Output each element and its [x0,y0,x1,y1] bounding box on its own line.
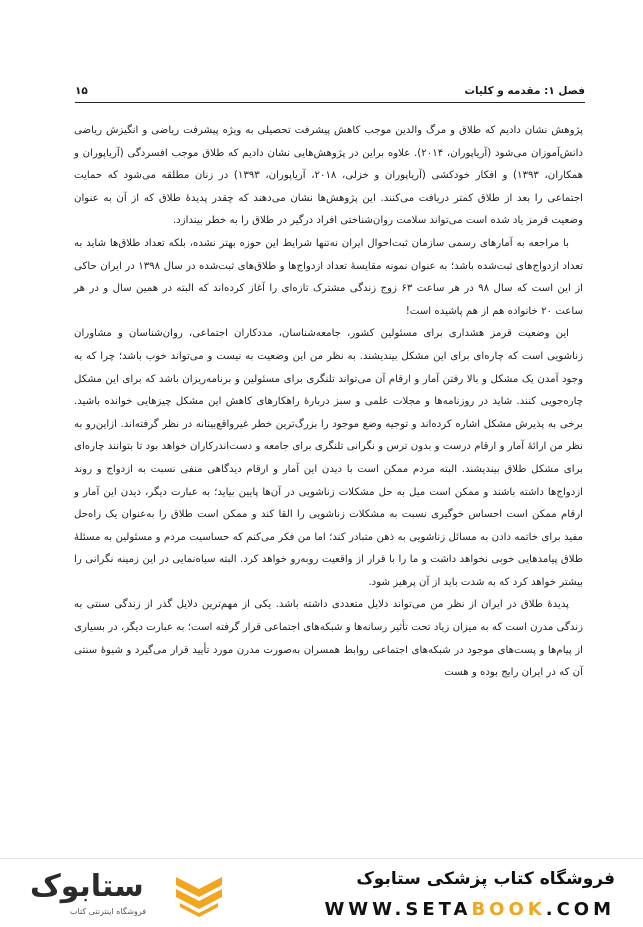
body-text [74,120,583,685]
logo-wordmark: ستابوک [30,869,144,904]
paragraph-1: پژوهش نشان دادیم که طلاق و مرگ والدین موجب کاهش پیشرفت تحصیلی به ویژه پیشرفت ریاضی و انگیزش ریاضی دانش‌آموزان می‌شود (آریاپوران، ۲۰۱۴). علاوه براین در پژوهش‌هایی نشان دادیم که طلاق موجب افسردگی (آریاپوران و همکاران، ۱۳۹۳) و افکار خودکشی (آریاپوران و خزلی، ۲۰۱۸، آریاپوران، ۱۳۹۳) در زنان مطلقه می‌شود که حمایت اجتماعی را بعد از طلاق کمتر دریافت می‌کنند. این پژوهش‌ها نشان می‌دهند که چقدر پدیدهٔ طلاق که از آن به عنوان وضعیت قرمز یاد شده است می‌تواند سلامت روان‌شناختی افراد درگیر در طلاق را به خطر بیندازد. [74,125,584,227]
logo-tagline: فروشگاه اینترنتی کتاب [70,907,147,916]
page-number: ۱۵ [75,85,88,97]
store-url[interactable] [324,899,615,920]
url-accent: BOOK [471,899,546,920]
book-stack-icon [176,873,222,917]
paragraph-3: این وضعیت قرمز هشداری برای مسئولین کشور، جامعه‌شناسان، مددکاران اجتماعی، روان‌شناسان و مشاوران زناشویی است که چاره‌ای برای این مشکل بیندیشند. به نظر من این وضعیت به نیست و می‌تواند خوب باشد؛ چرا که به وجود آمدن یک مشکل و بالا رفتن آمار و ارقام آن می‌تواند تلنگری برای مسئولین و برنامه‌ریزان باشد که برای این مشکل چاره‌جویی کنند. شاید در روزنامه‌ها و مجلات علمی و سبز دربارهٔ راهکارهای کاهش این مشکل چیزهایی خوانده باشید. برخی به پذیرش مشکل اشاره کرده‌اند و توجیه وضع موجود را بزرگ‌ترین خطر غیرواقع‌بینانه در نظر گرفته‌اند. ازاین‌رو به نظر من ارائهٔ آمار و ارقام درست و بدون ترس و نگرانی تلنگری برای جامعه و دست‌اندرکاران خواهد بود تا بتوانند چاره‌ای برای مشکل طلاق بیندیشند. البته مردم ممکن است با دیدن این آمار و ارقام دیدگاهی منفی نسبت به ازدواج و روند ازدواج‌ها داشته باشند و ممکن است میل به حل مشکلات زناشویی در آن‌ها پایین بیاید؛ به عبارت دیگر، دیدن این آمار و ارقام ممکن است احساس خوگیری نسبت به مشکلات زناشویی را القا کند و ممکن است طلاق را به‌عنوان یک راه‌حل مفید برای خاتمه دادن به مسائل زناشویی به ذهن متبادر کند؛ اما من فکر می‌کنم که حساسیت مردم و مسئولین به مسئلهٔ طلاق پیامدهایی خوبی نخواهد داشت و ما را با قرار از واقعیت روبه‌رو خواهد کرد. البته سیاه‌نمایی در این زمینه نگرانی را بیشتر خواهد کرد که به شدت باید از آن پرهیز شود. [74,328,583,588]
paragraph-2: با مراجعه به آمارهای رسمی سازمان ثبت‌احوال ایران نه‌تنها شرایط این حوزه بهتر نشده، بلکه تعداد طلاق‌ها شاید به تعداد ازدواج‌های ثبت‌شده باشد؛ به عنوان نمونه مقایسهٔ تعداد ازدواج‌ها و طلاق‌های ثبت‌شده در سال ۱۳۹۸ در ایران حاکی از این است که سال ۹۸ در هر ساعت ۶۳ زوج زندگی مشترک تازه‌ای را آغاز کرده‌اند که البته در همین سال و در هر ساعت ۲۰ خانواده هم از هم پاشیده است! [74,237,584,317]
paragraph-4: پدیدهٔ طلاق در ایران از نظر من می‌تواند دلایل متعددی داشته باشد. یکی از مهم‌ترین دلایل گذر از زندگی سنتی به زندگی مدرن است که به میزان زیاد تحت تأثیر رسانه‌ها و شبکه‌های اجتماعی قرار گرفته است؛ به عبارت دیگر، در بسیاری از پیام‌ها و پست‌های موجود در شبکه‌های اجتماعی روابط همسران به‌صورت مدرن مورد تأیید قرار می‌گیرد و شیوهٔ سنتی آن که در ایران رایج بوده و هست [74,599,583,679]
url-prefix: WWW.SETA [324,899,472,920]
url-suffix: .COM [545,899,615,920]
page-header [75,80,585,103]
chapter-title: فصل ۱: مقدمه و کلیات [464,85,585,97]
store-banner[interactable] [0,858,643,927]
store-logo[interactable] [26,869,226,921]
store-name: فروشگاه کتاب پزشکی ستابوک [356,869,615,889]
